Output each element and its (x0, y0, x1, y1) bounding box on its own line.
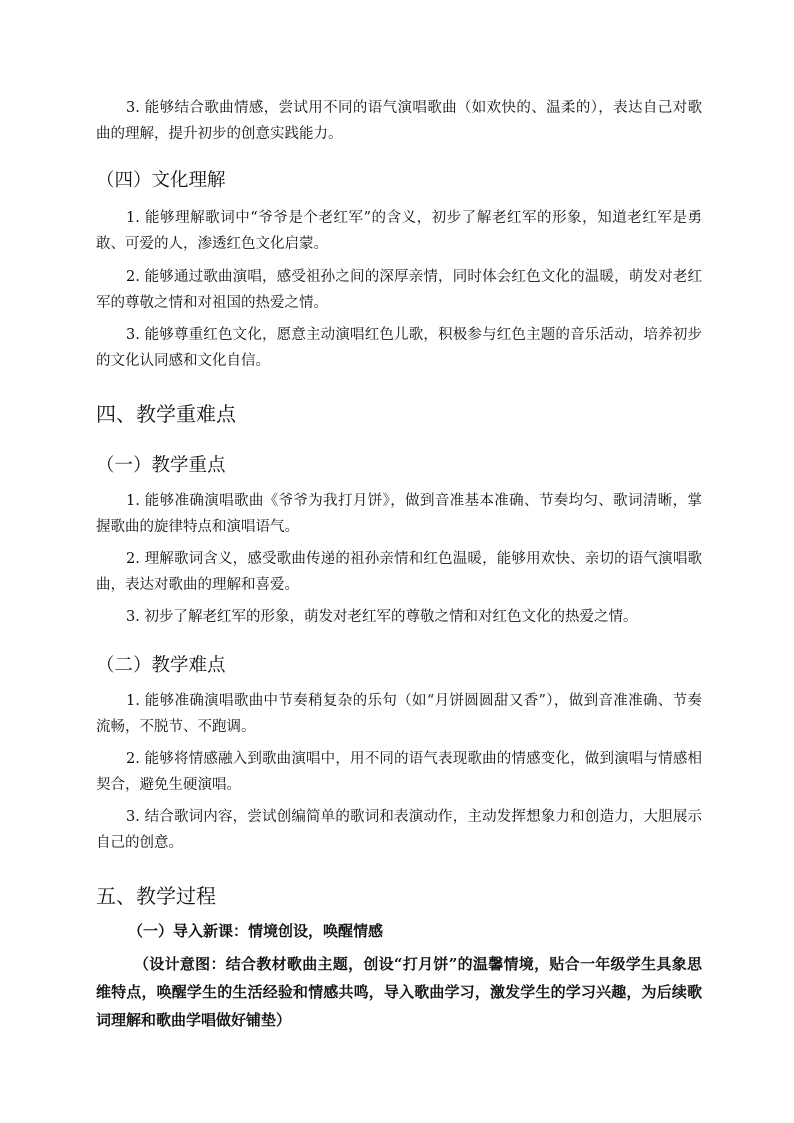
culture-heading: （四）文化理解 (96, 170, 226, 191)
difficult-point-2: 2. 能够将情感融入到歌曲演唱中，用不同的语气表现歌曲的情感变化，做到演唱与情感相契合，避免生硬演唱。 (96, 751, 702, 793)
section-5-heading: 五、教学过程 (96, 884, 216, 908)
difficult-points-heading: （二）教学难点 (96, 655, 226, 676)
key-point-3: 3. 初步了解老红军的形象，萌发对老红军的尊敬之情和对红色文化的热爱之情。 (126, 609, 638, 625)
difficult-point-1: 1. 能够准确演唱歌曲中节奏稍复杂的乐句（如“月饼圆圆甜又香”），做到音准准确、节奏流畅，不脱节、不跑调。 (96, 693, 702, 735)
key-point-1: 1. 能够准确演唱歌曲《爷爷为我打月饼》，做到音准基本准确、节奏均匀、歌词清晰，掌握歌曲的旋律特点和演唱语气。 (96, 493, 702, 535)
design-intent: （设计意图：结合教材歌曲主题，创设“打月饼”的温馨情境，贴合一年级学生具象思维特点，唤醒学生的生活经验和情感共鸣，导入歌曲学习，激发学生的学习兴趣，为后续歌词理解和歌曲学唱做好铺垫） (96, 955, 702, 1029)
skill-item-3: 3. 能够结合歌曲情感，尝试用不同的语气演唱歌曲（如欢快的、温柔的），表达自己对歌曲的理解，提升初步的创意实践能力。 (96, 100, 702, 142)
key-point-2: 2. 理解歌词含义，感受歌曲传递的祖孙亲情和红色温暖，能够用欢快、亲切的语气演唱歌曲，表达对歌曲的理解和喜爱。 (96, 551, 702, 593)
difficult-point-3: 3. 结合歌词内容，尝试创编简单的歌词和表演动作，主动发挥想象力和创造力，大胆展示自己的创意。 (96, 809, 702, 851)
culture-item-2: 2. 能够通过歌曲演唱，感受祖孙之间的深厚亲情，同时体会红色文化的温暖，萌发对老红军的尊敬之情和对祖国的热爱之情。 (96, 269, 702, 311)
culture-item-1: 1. 能够理解歌词中“爷爷是个老红军”的含义，初步了解老红军的形象，知道老红军是勇敢、可爱的人，渗透红色文化启蒙。 (96, 210, 702, 252)
section-4-heading: 四、教学重难点 (96, 402, 236, 426)
key-points-heading: （一）教学重点 (96, 455, 226, 476)
culture-item-3: 3. 能够尊重红色文化，愿意主动演唱红色儿歌，积极参与红色主题的音乐活动，培养初步的文化认同感和文化自信。 (96, 327, 702, 369)
intro-heading: （一）导入新课：情境创设，唤醒情感 (128, 922, 384, 940)
